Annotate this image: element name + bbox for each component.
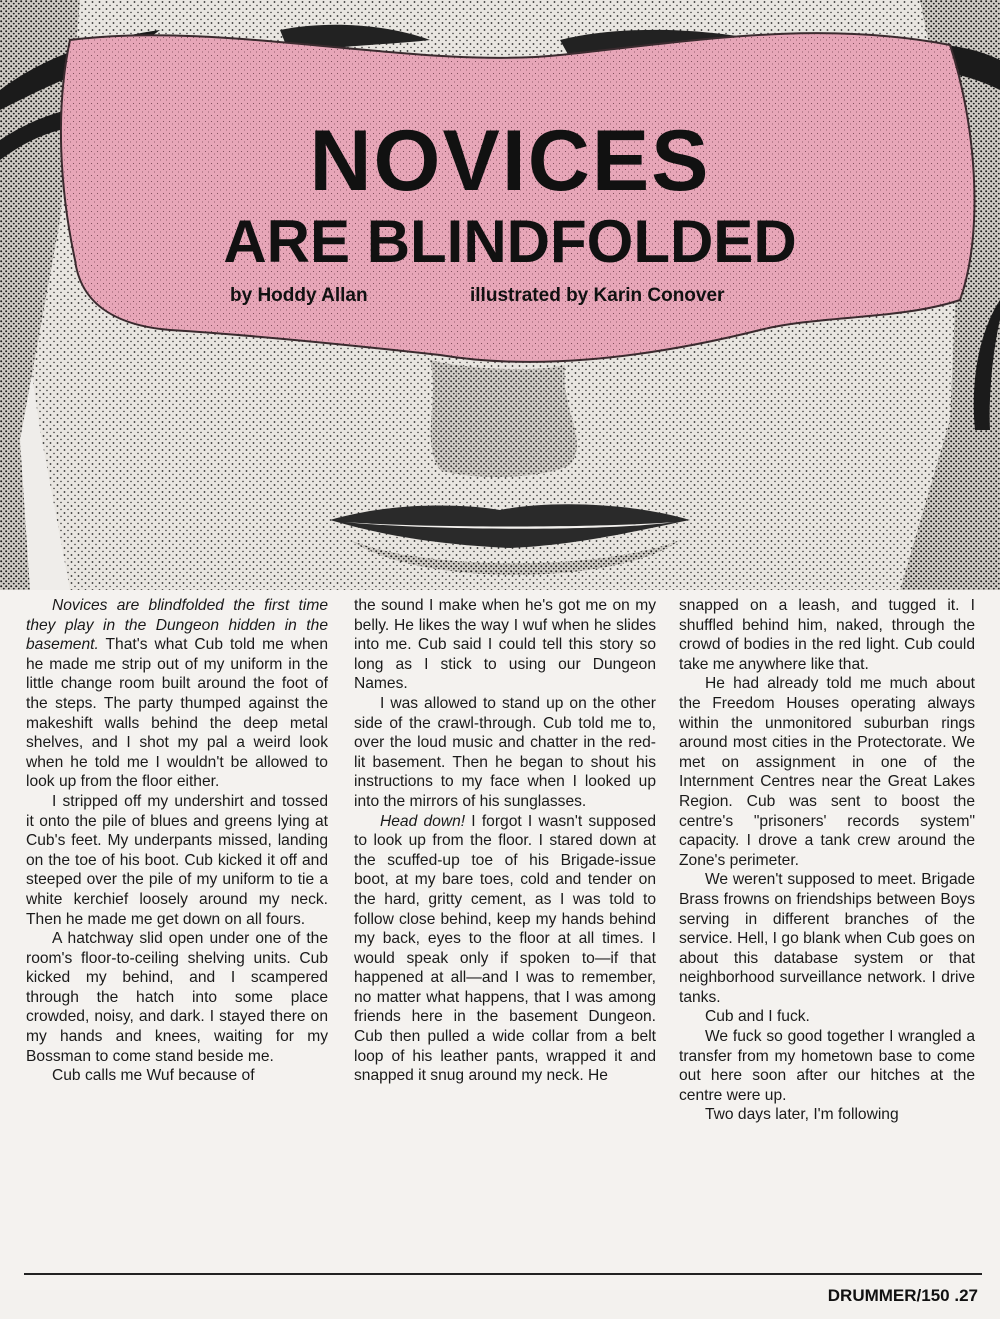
paragraph-text: I was allowed to stand up on the other side of the crawl-through. Cub told me to, over the loud music and chatter in the red-lit basement. Then he began to shout his instructions to my face when I looked up into the mirrors of his sunglasses. — [354, 694, 656, 810]
paragraph-text: We fuck so good together I wrangled a transfer from my hometown base to come out here soon after our hitches at the centre were up. — [679, 1028, 975, 1104]
paragraph-text: That's what Cub told me when he made me strip out of my uniform in the little change room built around the foot of the steps. The party thumped against the makeshift walls behind the deep metal shelves, and I shot my pal a weird look when he told me I wouldn't be allowed to look up from the floor either. — [26, 636, 328, 791]
cover-illustration — [0, 0, 1000, 590]
illustrator-credit: illustrated by Karin Conover — [470, 285, 725, 306]
article-column-2 — [354, 596, 656, 1086]
author-credit: by Hoddy Allan — [230, 285, 368, 306]
article-body — [0, 590, 1000, 1290]
paragraph-text: Cub and I fuck. — [705, 1008, 810, 1026]
paragraph-text: the sound I make when he's got me on my belly. He likes the way I wuf when he slides into me. Cub said I could tell this story so long as I stick to using our Dungeon Names. — [354, 597, 656, 693]
article-paragraph — [679, 1007, 975, 1027]
article-paragraph — [679, 1027, 975, 1105]
article-paragraph — [354, 596, 656, 694]
paragraph-text: He had already told me much about the Freedom Houses operating always within the unmonitored suburban rings around most cities in the Protectorate. We met on assignment in one of the Internment Centres near the Great Lakes Region. Cub was sent to boost the centre's "prisoners' records system" capacity. I drove a tank crew around the Zone's perimeter. — [679, 675, 975, 869]
article-paragraph — [679, 1105, 975, 1125]
article-paragraph — [679, 870, 975, 1007]
paragraph-text: I stripped off my undershirt and tossed it onto the pile of blues and greens lying at Cub's feet. My underpants missed, landing on the toe of his boot. Cub kicked it off and steeped over the pile of my uniform to tie a white kerchief loosely around my neck. Then he made me get down on all fours. — [26, 792, 328, 928]
article-paragraph — [354, 694, 656, 812]
paragraph-text: snapped on a leash, and tugged it. I shuffled behind him, naked, through the crowd of bodies in the red light. Cub could take me anywhere like that. — [679, 597, 975, 673]
article-paragraph — [26, 596, 328, 792]
title-line-1: NOVICES — [309, 113, 711, 209]
italic-lead: Head down! — [380, 812, 466, 830]
article-column-1 — [26, 596, 328, 1086]
paragraph-text: We weren't supposed to meet. Brigade Brass frowns on friendships between Boys serving in different branches of the service. Hell, I go blank when Cub goes on about this database system or that neighborhood surveillance network. I drive tanks. — [679, 871, 975, 1006]
paragraph-text: Cub calls me Wuf because of — [52, 1067, 255, 1085]
title-block — [0, 113, 1000, 275]
paragraph-text: I forgot I wasn't supposed to look up from the floor. I stared down at the scuffed-up toe of his Brigade-issue boot, at my bare toes, cold and tender on the hard, gritty cement, as I was told to follow close behind, keep my hands behind my back, eyes to the floor at all times. I would speak only if spoken to—if that happened at all—and I was to remember, no matter what happens, that I was among friends here in the basement Dungeon. Cub then pulled a wide collar from a belt loop of his leather pants, wrapped it and snapped it snug around my neck. He — [354, 812, 656, 1085]
article-paragraph — [679, 596, 975, 674]
article-paragraph — [26, 1066, 328, 1086]
italic-lead: Novices are blindfolded the first time they play in the Dungeon hidden in the basement. — [26, 597, 328, 654]
title-line-2: ARE BLINDFOLDED — [223, 208, 797, 275]
article-paragraph — [26, 792, 328, 929]
footer-rule — [24, 1273, 982, 1275]
paragraph-text: A hatchway slid open under one of the room's floor-to-ceiling shelving units. Cub kicked my behind, and I scampered through the hatch into some place crowded, noisy, and dark. I stayed there on my hands and knees, waiting for my Bossman to come stand beside me. — [26, 930, 328, 1065]
article-paragraph — [354, 812, 656, 1086]
page-folio: DRUMMER/150 .27 — [827, 1286, 978, 1305]
article-column-3 — [679, 596, 975, 1125]
article-paragraph — [26, 929, 328, 1066]
article-paragraph — [679, 674, 975, 870]
paragraph-text: Two days later, I'm following — [705, 1106, 899, 1124]
